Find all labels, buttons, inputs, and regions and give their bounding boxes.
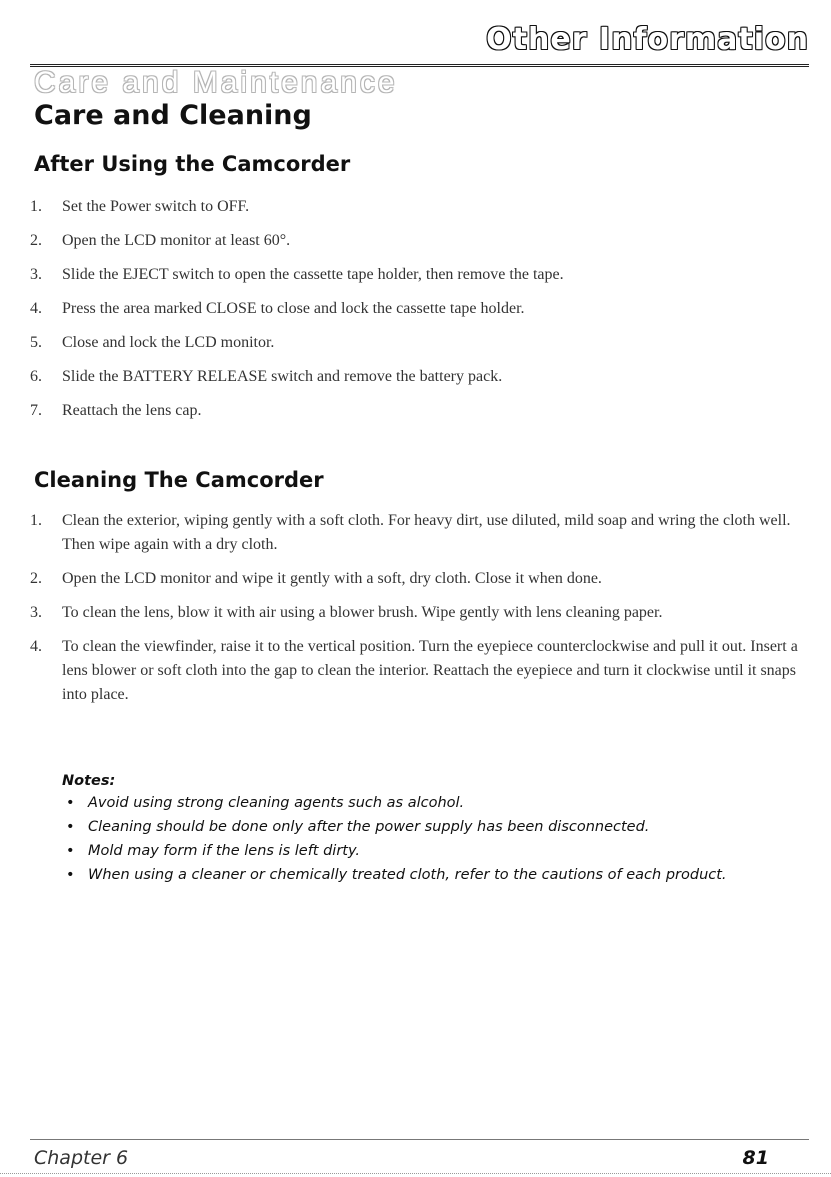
- step-item: [30, 601, 800, 625]
- step-text: To clean the lens, blow it with air using a blower brush. Wipe gently with lens cleaning paper.: [62, 604, 663, 621]
- bottom-border: [0, 1173, 831, 1174]
- note-text: Mold may form if the lens is left dirty.: [88, 843, 361, 859]
- note-text: When using a cleaner or chemically treated cloth, refer to the cautions of each product.: [88, 867, 727, 883]
- note-text: Avoid using strong cleaning agents such as alcohol.: [88, 795, 465, 811]
- step-text: Slide the EJECT switch to open the cassette tape holder, then remove the tape.: [62, 266, 564, 283]
- note-item: [62, 817, 782, 837]
- step-number: 3.: [30, 604, 42, 621]
- footer-rule: [30, 1139, 809, 1140]
- step-text: Reattach the lens cap.: [62, 402, 202, 419]
- step-text: Press the area marked CLOSE to close and lock the cassette tape holder.: [62, 300, 525, 317]
- step-text: To clean the viewfinder, raise it to the vertical position. Turn the eyepiece counterclockwise and pull it out. Insert a lens blower or soft cloth into the gap to clean the interior. Reattach the eyepiece and turn it clockwise until it snaps into place.: [62, 638, 798, 703]
- footer-chapter: Chapter 6: [34, 1147, 129, 1169]
- note-item: [62, 841, 782, 861]
- step-number: 7.: [30, 402, 42, 419]
- step-item: [30, 635, 800, 707]
- page-number: 81: [742, 1147, 769, 1169]
- note-item: [62, 793, 782, 813]
- notes-block: [62, 773, 782, 889]
- step-item: [30, 195, 800, 219]
- step-item: [30, 399, 800, 423]
- step-item: [30, 297, 800, 321]
- step-item: [30, 509, 800, 557]
- step-text: Open the LCD monitor at least 60°.: [62, 232, 291, 249]
- note-text: Cleaning should be done only after the power supply has been disconnected.: [88, 819, 650, 835]
- note-item: [62, 865, 782, 885]
- step-item: [30, 567, 800, 591]
- step-text: Slide the BATTERY RELEASE switch and remove the battery pack.: [62, 368, 503, 385]
- step-text: Clean the exterior, wiping gently with a soft cloth. For heavy dirt, use diluted, mild soap and wring the cloth well. Then wipe again with a dry cloth.: [62, 512, 791, 553]
- cleaning-steps: [30, 509, 800, 717]
- after-using-heading: After Using the Camcorder: [34, 152, 351, 176]
- step-number: 2.: [30, 570, 42, 587]
- step-number: 1.: [30, 512, 42, 529]
- bullet-icon: •: [66, 867, 75, 883]
- step-number: 6.: [30, 368, 42, 385]
- step-number: 3.: [30, 266, 42, 283]
- section-title: Care and Maintenance: [34, 66, 398, 99]
- step-text: Close and lock the LCD monitor.: [62, 334, 275, 351]
- step-number: 5.: [30, 334, 42, 351]
- after-using-steps: [30, 195, 800, 433]
- notes-list: [62, 793, 782, 885]
- step-number: 2.: [30, 232, 42, 249]
- header-title: Other Information: [486, 22, 809, 57]
- step-number: 4.: [30, 300, 42, 317]
- bullet-icon: •: [66, 819, 75, 835]
- step-number: 4.: [30, 638, 42, 655]
- step-item: [30, 365, 800, 389]
- notes-label: Notes:: [62, 773, 116, 789]
- cleaning-heading: Cleaning The Camcorder: [34, 468, 324, 492]
- step-text: Open the LCD monitor and wipe it gently with a soft, dry cloth. Close it when done.: [62, 570, 602, 587]
- step-text: Set the Power switch to OFF.: [62, 198, 250, 215]
- step-number: 1.: [30, 198, 42, 215]
- bullet-icon: •: [66, 795, 75, 811]
- bullet-icon: •: [66, 843, 75, 859]
- step-item: [30, 263, 800, 287]
- step-item: [30, 331, 800, 355]
- page-title: Care and Cleaning: [34, 100, 312, 131]
- step-item: [30, 229, 800, 253]
